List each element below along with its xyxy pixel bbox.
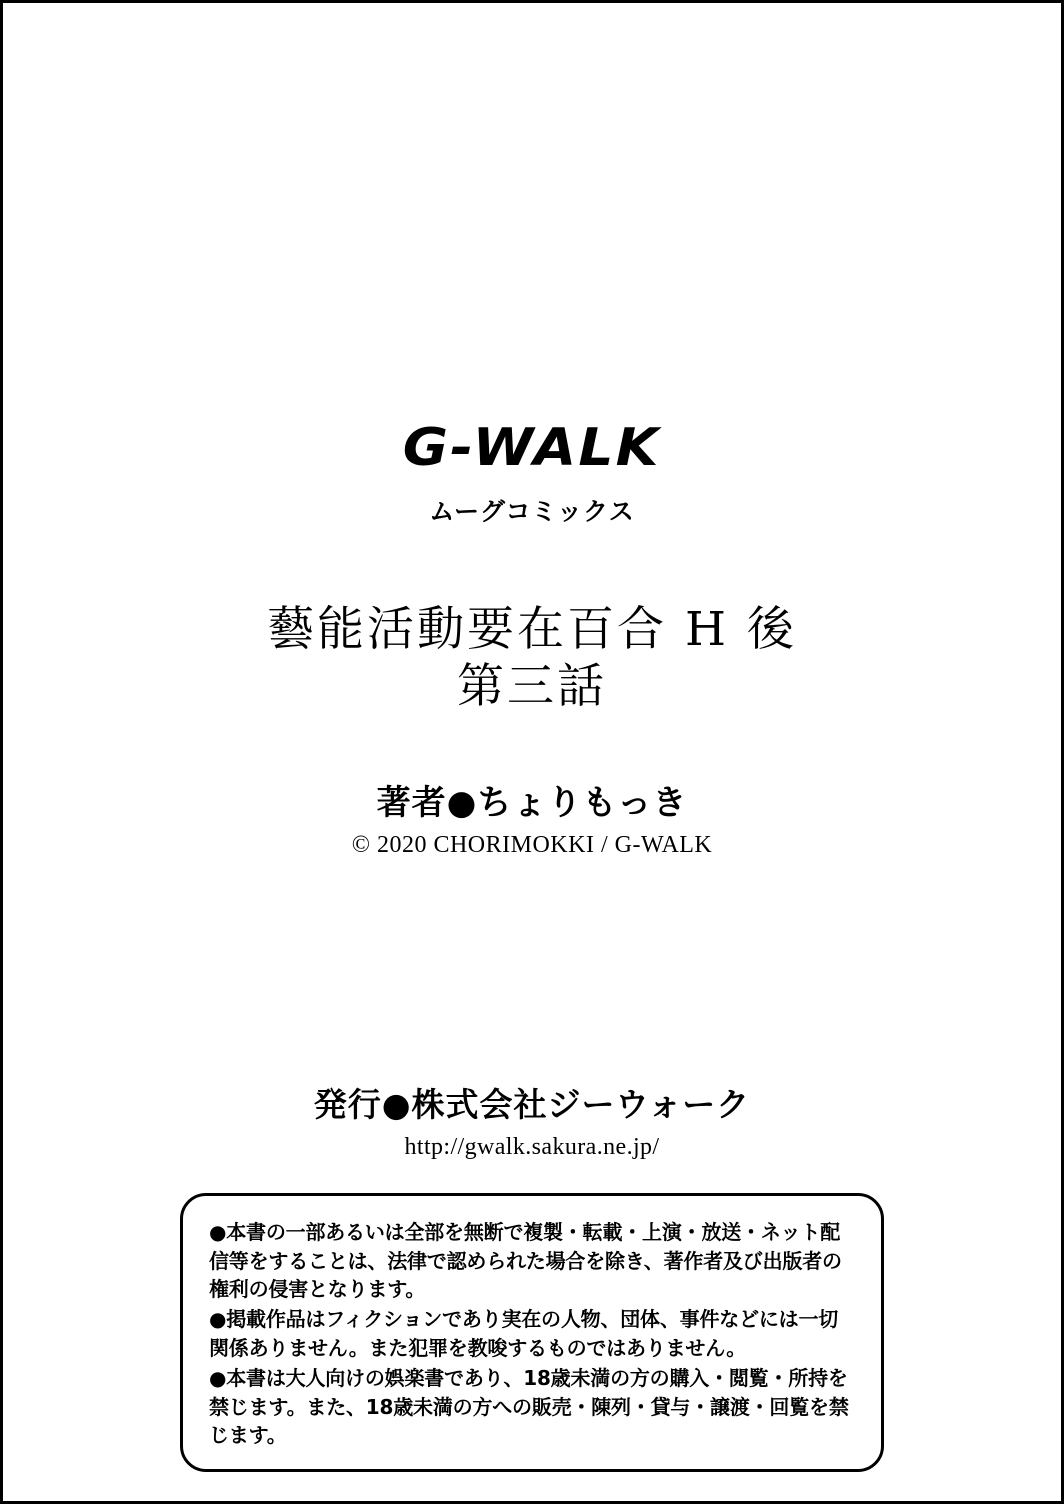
- imprint-label: ムーグコミックス: [429, 497, 635, 526]
- legal-notice-box: [180, 1193, 884, 1472]
- publisher-credit: 発行●株式会社ジーウォーク: [313, 1085, 751, 1125]
- legal-notice-item: ●本書は大人向けの娯楽書であり、18歳未満の方の購入・閲覧・所持を禁じます。また、18歳未満の方への販売・陳列・貸与・譲渡・回覧を禁じます。: [209, 1366, 849, 1447]
- work-title: [267, 604, 797, 713]
- copyright-notice: © 2020 CHORIMOKKI / G-WALK: [351, 832, 713, 859]
- work-title-line-1: 藝能活動要在百合 H 後: [267, 602, 797, 657]
- author-credit: 著者●ちょりもっき: [376, 783, 688, 824]
- legal-notice-item: ●掲載作品はフィクションであり実在の人物、団体、事件などには一切関係ありません。また犯罪を教唆するものではありません。: [209, 1307, 839, 1360]
- publisher-logo: G-WALK: [403, 418, 661, 478]
- publisher-url[interactable]: http://gwalk.sakura.ne.jp/: [404, 1134, 660, 1161]
- work-title-line-2: 第三話: [457, 658, 607, 714]
- legal-notice-item: ●本書の一部あるいは全部を無断で複製・転載・上演・放送・ネット配信等をすることは、法律で認められた場合を除き、著作者及び出版者の権利の侵害となります。: [209, 1220, 842, 1302]
